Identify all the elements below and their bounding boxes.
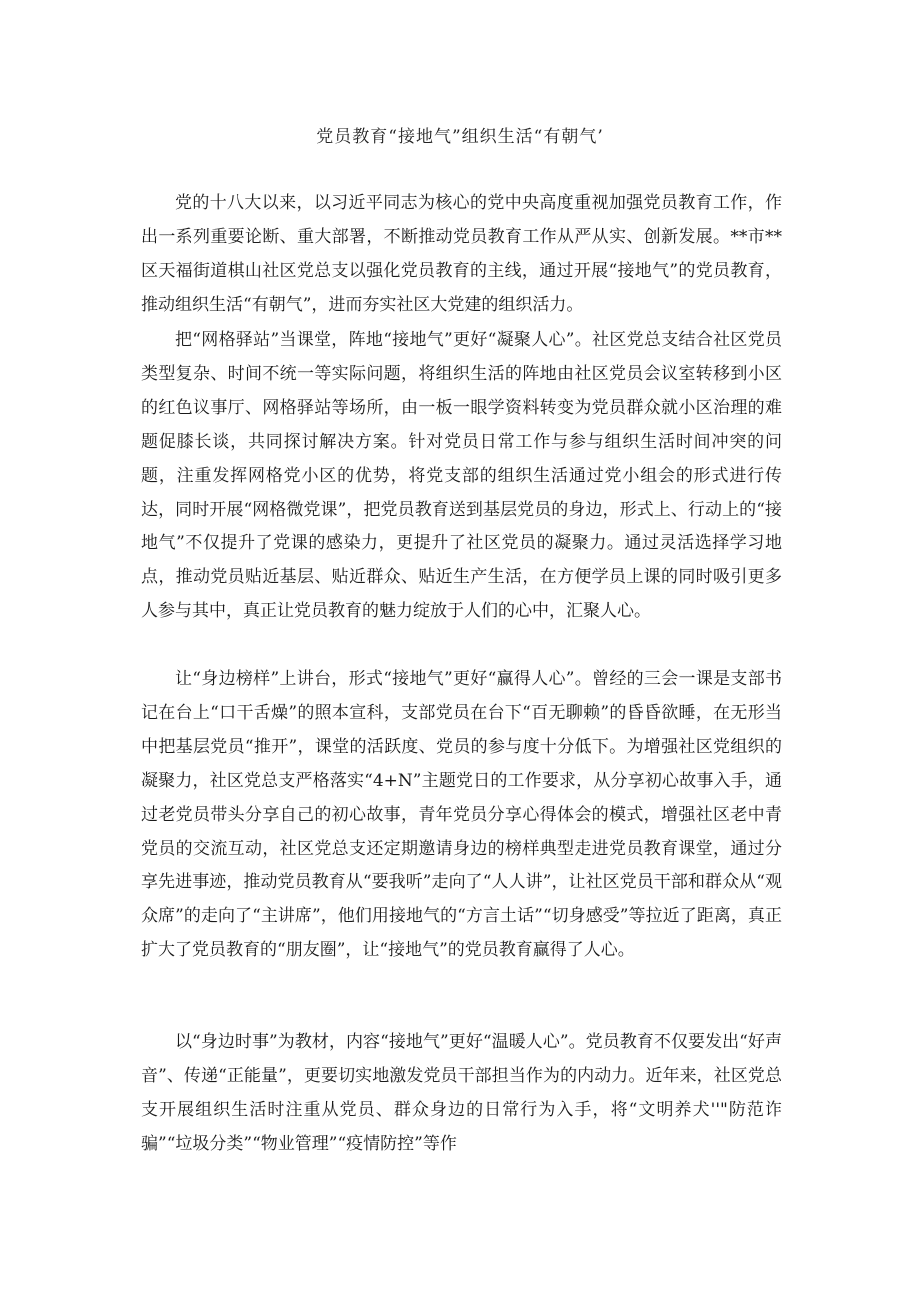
- paragraph-intro: [141, 187, 782, 323]
- document-title: 党员教育“接地气”组织生活“有朝气’: [316, 127, 604, 147]
- paragraph-role-models: [141, 663, 782, 968]
- paragraph-text: 党的十八大以来，以习近平同志为核心的党中央高度重视加强党员教育工作，作出一系列重要论断、重大部署，不断推动党员教育工作从严从实、创新发展。**市**区天福街道棋山社区党总支以强化党员教育的主线，通过开展“接地气”的党员教育，推动组织生活“有朝气”，进而夯实社区大党建的组织活力。: [141, 193, 782, 315]
- paragraph-text: 让“身边榜样”上讲台，形式“接地气”更好“赢得人心”。曾经的三会一课是支部书记在台上“口干舌燥”的照本宣科，支部党员在台下“百无聊赖”的昏昏欲睡，在无形当中把基层党员“推开”，课堂的活跃度、党员的参与度十分低下。为增强社区党组织的凝聚力，社区党总支严格落实“4+N”主题党日的工作要求，从分享初心故事入手，通过老党员带头分享自己的初心故事，青年党员分享心得体会的模式，增强社区老中青党员的交流互动，社区党总支还定期邀请身边的榜样典型走进党员教育课堂，通过分享先进事迹，推动党员教育从“要我听”走向了“人人讲”，让社区党员干部和群众从“观众席”的走向了“主讲席”，他们用接地气的“方言土话”“切身感受”等拉近了距离，真正扩大了党员教育的“朋友圈”，让“接地气”的党员教育赢得了人心。: [141, 669, 782, 961]
- paragraph-text: 以“身边时事”为教材，内容“接地气”更好“温暖人心”。党员教育不仅要发出“好声音”、传递“正能量”，更要切实地激发党员干部担当作为的内动力。近年来，社区党总支开展组织生活时注重从党员、群众身边的日常行为入手，将“文明养犬''"防范诈骗”“垃圾分类”“物业管理”“疫情防控”等作: [141, 1032, 782, 1154]
- paragraph-current-affairs: [141, 1026, 782, 1162]
- paragraph-text: 把“网格驿站”当课堂，阵地“接地气”更好“凝聚人心”。社区党总支结合社区党员类型复杂、时间不统一等实际问题，将组织生活的阵地由社区党员会议室转移到小区的红色议事厅、网格驿站等场所，由一板一眼学资料转变为党员群众就小区治理的难题促膝长谈，共同探讨解决方案。针对党员日常工作与参与组织生活时间冲突的问题，注重发挥网格党小区的优势，将党支部的组织生活通过党小组会的形式进行传达，同时开展“网格微党课”，把党员教育送到基层党员的身边，形式上、行动上的“接地气”不仅提升了党课的感染力，更提升了社区党员的凝聚力。通过灵活选择学习地点，推动党员贴近基层、贴近群众、贴近生产生活，在方便学员上课的同时吸引更多人参与其中，真正让党员教育的魅力绽放于人们的心中，汇聚人心。: [141, 330, 782, 622]
- paragraph-grid-station: [141, 324, 782, 629]
